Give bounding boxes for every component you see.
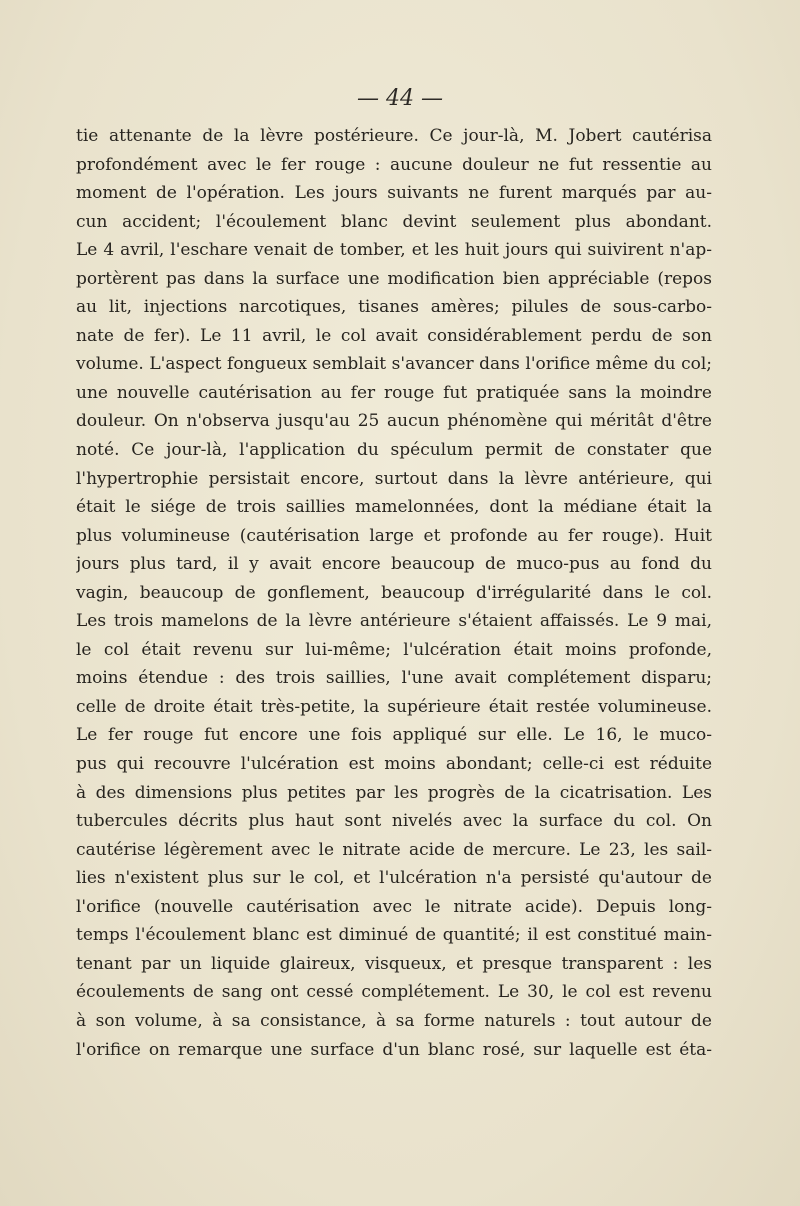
text-line: au lit, injections narcotiques, tisanes amères; pilules de sous-carbo- — [76, 297, 712, 318]
text-line: écoulements de sang ont cessé complétement. Le 30, le col est revenu — [76, 982, 712, 1003]
text-line: pus qui recouvre l'ulcération est moins abondant; celle-ci est réduite — [76, 754, 712, 775]
text-line: cautérise légèrement avec le nitrate acide de mercure. Le 23, les sail- — [76, 839, 712, 860]
text-line: jours plus tard, il y avait encore beaucoup de muco-pus au fond du — [76, 554, 712, 575]
text-line: moment de l'opération. Les jours suivants ne furent marqués par au- — [76, 183, 712, 204]
text-line: cun accident; l'écoulement blanc devint seulement plus abondant. — [76, 211, 712, 232]
text-line: moins étendue : des trois saillies, l'une avait complétement disparu; — [76, 668, 712, 689]
text-line: volume. L'aspect fongueux semblait s'avancer dans l'orifice même du col; — [76, 354, 712, 375]
text-line: celle de droite était très-petite, la supérieure était restée volumineuse. — [76, 696, 712, 717]
text-line: était le siége de trois saillies mamelonnées, dont la médiane était la — [76, 497, 712, 518]
text-line: une nouvelle cautérisation au fer rouge fut pratiquée sans la moindre — [76, 382, 712, 403]
text-line: noté. Ce jour-là, l'application du spéculum permit de constater que — [76, 440, 712, 461]
text-line: profondément avec le fer rouge : aucune douleur ne fut ressentie au — [76, 154, 712, 175]
text-line: nate de fer). Le 11 avril, le col avait considérablement perdu de son — [76, 325, 712, 346]
text-line: l'orifice on remarque une surface d'un blanc rosé, sur laquelle est éta- — [76, 1039, 712, 1060]
text-line: à son volume, à sa consistance, à sa forme naturels : tout autour de — [76, 1010, 712, 1031]
text-line: vagin, beaucoup de gonflement, beaucoup d'irrégularité dans le col. — [76, 582, 712, 603]
text-line: Le fer rouge fut encore une fois appliqué sur elle. Le 16, le muco- — [76, 725, 712, 746]
page-number: — 44 — — [357, 86, 443, 111]
text-line: tubercules décrits plus haut sont nivelés avec la surface du col. On — [76, 811, 712, 832]
text-line: plus volumineuse (cautérisation large et profonde au fer rouge). Huit — [76, 525, 712, 546]
text-line: lies n'existent plus sur le col, et l'ulcération n'a persisté qu'autour de — [76, 868, 712, 889]
text-line: tie attenante de la lèvre postérieure. Ce jour-là, M. Jobert cautérisa — [76, 126, 712, 146]
body-text — [76, 122, 712, 1064]
text-line: l'orifice (nouvelle cautérisation avec le nitrate acide). Depuis long- — [76, 896, 712, 917]
text-line: temps l'écoulement blanc est diminué de quantité; il est constitué main- — [76, 925, 712, 946]
text-line: à des dimensions plus petites par les progrès de la cicatrisation. Les — [76, 782, 712, 803]
text-line: Le 4 avril, l'eschare venait de tomber, et les huit jours qui suivirent n'ap- — [76, 240, 712, 261]
text-line: douleur. On n'observa jusqu'au 25 aucun phénomène qui méritât d'être — [76, 411, 712, 432]
text-line: tenant par un liquide glaireux, visqueux, et presque transparent : les — [76, 953, 712, 974]
text-line: Les trois mamelons de la lèvre antérieure s'étaient affaissés. Le 9 mai, — [76, 611, 712, 632]
text-line: l'hypertrophie persistait encore, surtout dans la lèvre antérieure, qui — [76, 468, 712, 489]
text-line: le col était revenu sur lui-même; l'ulcération était moins profonde, — [76, 639, 712, 660]
text-line: portèrent pas dans la surface une modification bien appréciable (repos — [76, 268, 712, 289]
